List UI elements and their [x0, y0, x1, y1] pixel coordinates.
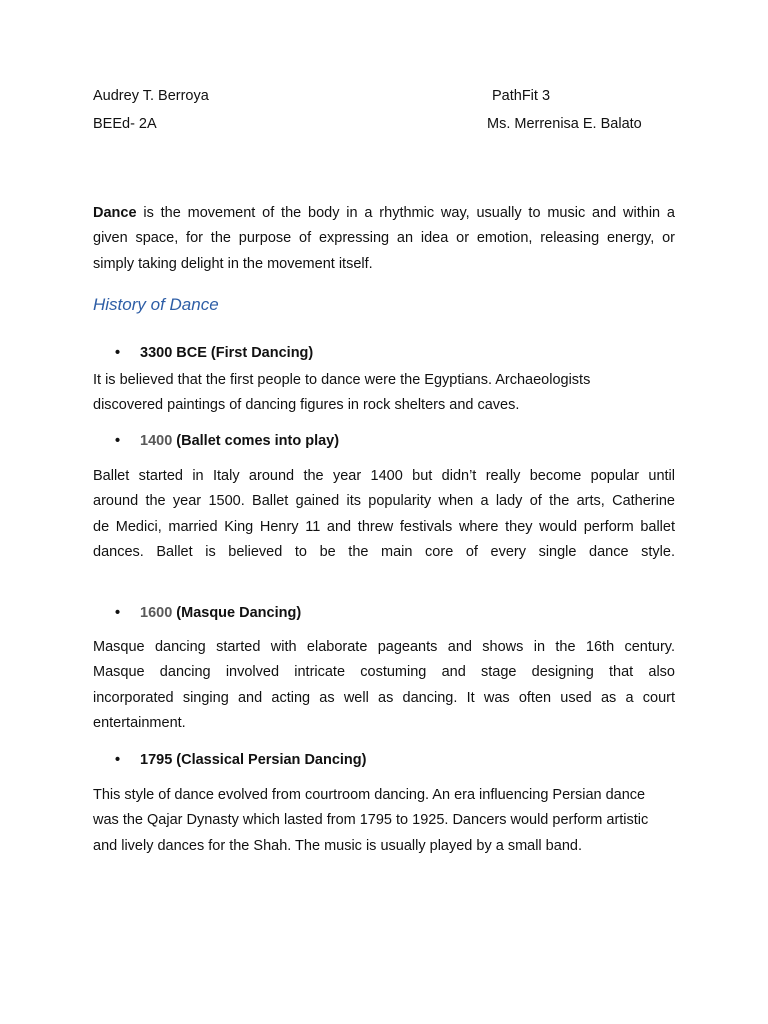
- section-4-line-3: and lively dances for the Shah. The music is usually played by a small band.: [93, 837, 582, 854]
- bullet-icon: •: [115, 752, 121, 768]
- section-3-title: [115, 605, 301, 621]
- section-4-line-1: This style of dance evolved from courtroom dancing. An era influencing Persian dance: [93, 787, 646, 803]
- section-4-line-2: was the Qajar Dynasty which lasted from 1795 to 1925. Dancers would perform artistic: [93, 812, 649, 829]
- bullet-icon: •: [115, 433, 121, 449]
- section-1-title: [115, 345, 313, 361]
- history-heading: History of Dance: [93, 295, 219, 314]
- section-4-body: [93, 783, 675, 859]
- section-3-line-1: Masque dancing started with elaborate pageants and shows in the 16th century.: [93, 639, 675, 655]
- section-3-line-2: Masque dancing involved intricate costuming and stage designing that also: [93, 664, 675, 681]
- section-2-title: [115, 433, 339, 449]
- section-1-title-text: 3300 BCE (First Dancing): [140, 345, 314, 361]
- section-3-title-text: (Masque Dancing): [172, 605, 302, 621]
- section-2-title-text: (Ballet comes into play): [172, 433, 340, 449]
- section-1-line-2: discovered paintings of dancing figures in rock shelters and caves.: [93, 397, 520, 414]
- intro-line-1: is the movement of the body in a rhythmic way, usually to music and within a: [136, 205, 675, 221]
- section-2-year: 1400: [140, 433, 173, 449]
- section-4-title: [115, 752, 366, 768]
- section-2-line-4: dances. Ballet is believed to be the main core of every single dance style.: [93, 543, 675, 560]
- student-section: BEEd- 2A: [93, 116, 157, 132]
- course-name: PathFit 3: [492, 88, 551, 104]
- intro-paragraph: [93, 201, 675, 277]
- student-name: Audrey T. Berroya: [93, 88, 209, 104]
- intro-line-3: simply taking delight in the movement itself.: [93, 255, 373, 272]
- bullet-icon: •: [115, 605, 121, 621]
- section-2-line-1: Ballet started in Italy around the year 1400 but didn’t really become popular until: [93, 468, 675, 484]
- section-2-line-2: around the year 1500. Ballet gained its popularity when a lady of the arts, Catherine: [93, 493, 675, 510]
- instructor-name: Ms. Merrenisa E. Balato: [487, 116, 642, 132]
- section-3-year: 1600: [140, 605, 173, 621]
- section-4-title-text: 1795 (Classical Persian Dancing): [140, 752, 367, 768]
- intro-term: Dance: [93, 205, 137, 221]
- section-2-body: [93, 464, 675, 565]
- intro-line-2: given space, for the purpose of expressing an idea or emotion, releasing energy, or: [93, 230, 675, 247]
- section-2-line-3: de Medici, married King Henry 11 and threw festivals where they would perform ballet: [93, 518, 675, 535]
- bullet-icon: •: [115, 345, 121, 361]
- section-3-line-3: incorporated singing and acting as well as dancing. It was often used as a court: [93, 689, 675, 706]
- section-3-body: [93, 635, 675, 736]
- section-3-line-4: entertainment.: [93, 714, 186, 731]
- section-1-body: [93, 368, 675, 419]
- section-1-line-1: It is believed that the first people to dance were the Egyptians. Archaeologists: [93, 372, 591, 388]
